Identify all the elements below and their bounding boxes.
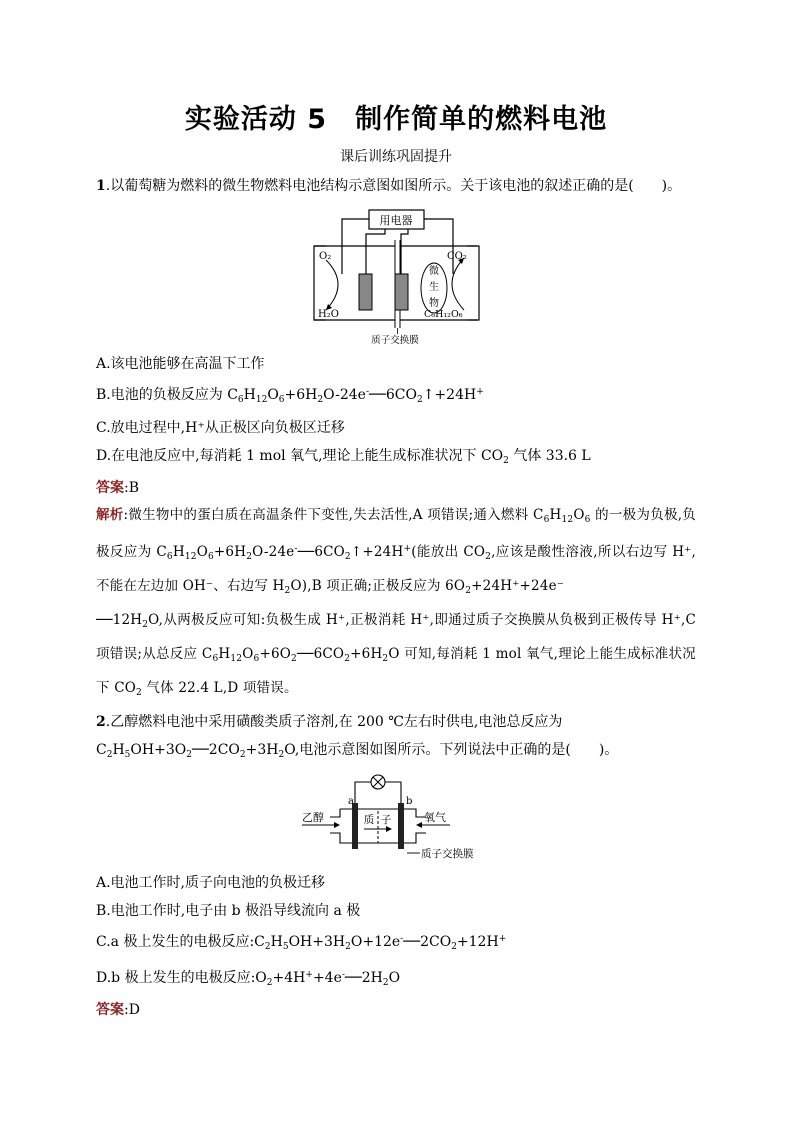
electrode-a-label: a (348, 796, 354, 807)
question-1-stem (96, 172, 696, 200)
glucose-label: C₆H₁₂O₆ (424, 309, 463, 320)
q1-explanation: 解析:微生物中的蛋白质在高温条件下变性,失去活性,A 项错误;通入燃料 $C_6H_{12}O_6$ 的一极为负极,负极反应为 $C_6H_{12}O_6+6H_2O-24e^-──6CO_2↑+24H^+$(能放出 $CO_2$,应该是酸性溶液,所以右边写 H⁺,不能在左边加 OH⁻、右边写 $H_2O),B$ 项正确;正极反应为 $6O_2+24H^++24e^-$ $──12H_2O$,从两极反应可知:负极生成 H⁺,正极消耗 H⁺,即通过质子交换膜从负极到正极传导 H⁺,C 项错误;从总反应 $C_6H_{12}O_6+6O_2──6CO_2+6H_2O$ 可知,每消耗 1 mol 氧气,理论上能生成标准状况下 $CO_2$ 气体 22.4 L,D 项错误。 (96, 507, 696, 698)
o2-label: O₂ (319, 251, 332, 262)
q2-option-a: A.电池工作时,质子向电池的负极迁移 (96, 875, 326, 891)
co2-label: CO₂ (447, 251, 467, 262)
microbe-label-3: 物 (429, 298, 439, 309)
proton-label-2: 子 (380, 814, 392, 826)
h2o-label: H₂O (318, 309, 339, 320)
proton-label-1: 质 (363, 814, 375, 826)
question-2-stem: 2.乙醇燃料电池中采用磺酸类质子溶剂,在 200 ℃左右时供电,电池总反应为 $C_2H_5OH+3O_2──2CO_2+3H_2O$,电池示意图如图所示。下列说法中正确的是( )。 (96, 714, 619, 760)
ethanol-fuel-cell-diagram (300, 773, 500, 865)
question-1-text: .以葡萄糖为燃料的微生物燃料电池结构示意图如图所示。关于该电池的叙述正确的是( )。 (105, 178, 682, 194)
page-subtitle: 课后训练巩固提升 (340, 149, 452, 165)
q1-option-a: A.该电池能够在高温下工作 (96, 356, 265, 372)
question-1-number: 1 (96, 178, 106, 194)
device-label: 用电器 (379, 214, 413, 227)
q2-option-b: B.电池工作时,电子由 b 极沿导线流向 a 极 (96, 903, 361, 919)
q2-option-c: C.a 极上发生的电极反应$:C_2H_5OH+3H_2O+12e^-──2CO_2+12H^+$ (96, 934, 507, 952)
ethanol-label: 乙醇 (302, 811, 324, 824)
oxygen-label: 氧气 (424, 811, 446, 824)
q1-option-c: C.放电过程中,H⁺从正极区向负极区迁移 (96, 420, 345, 436)
electrode-b-label: b (406, 796, 413, 807)
microbe-label-2: 生 (429, 282, 439, 293)
membrane-label-2: 质子交换膜 (421, 848, 474, 860)
q2-option-d: D.b 极上发生的电极反应$:O_2+4H^++4e^-──2H_2O$ (96, 970, 401, 988)
membrane-label: 质子交换膜 (371, 335, 419, 346)
microbe-label-1: 微 (429, 266, 439, 277)
q1-option-d: D.在电池反应中,每消耗 1 mol 氧气,理论上能生成标准状况下 $CO_2$ 气体 33.6 L (96, 448, 591, 466)
question-2-number: 2 (96, 714, 106, 730)
q1-option-b: B.电池的负极反应为 $C_6H_{12}O_6+6H_2O-24e^-──6CO_2↑+24H^+$ (96, 387, 484, 405)
microbial-fuel-cell-diagram (304, 206, 489, 346)
document-page (96, 100, 696, 1023)
page-title: 实验活动 5 制作简单的燃料电池 (184, 104, 608, 135)
q2-answer: 答案:D (96, 1002, 140, 1018)
q1-answer: 答案:B (96, 480, 140, 496)
